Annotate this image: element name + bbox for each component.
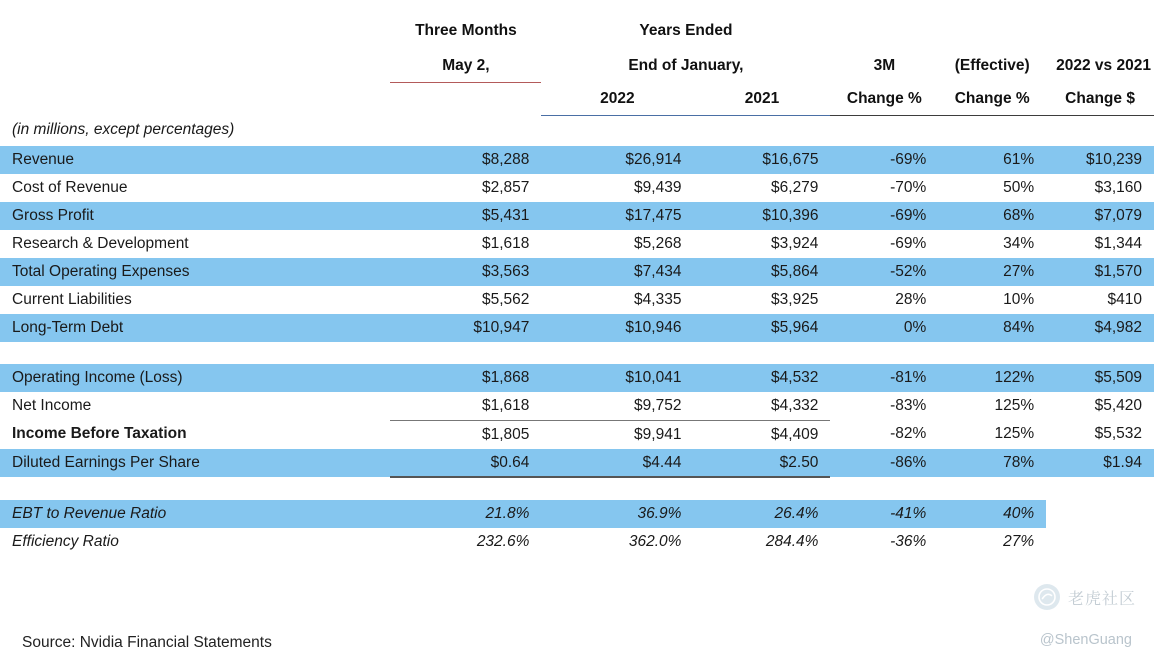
watermark-text: 老虎社区 <box>1067 590 1136 608</box>
row-value: $26,914 <box>541 146 693 174</box>
table-row <box>0 449 1154 478</box>
row-value: $5,420 <box>1094 396 1142 414</box>
header-spacer-4 <box>1046 0 1154 50</box>
row-value: $3,925 <box>771 290 819 308</box>
row-label: EBT to Revenue Ratio <box>0 500 390 528</box>
row-value: 284.4% <box>765 532 819 550</box>
row-value: 125% <box>994 396 1035 414</box>
table-row <box>0 230 1154 258</box>
row-value: -81% <box>830 364 938 392</box>
header-three-months-date: May 2, <box>390 50 541 83</box>
row-value: 122% <box>938 364 1046 392</box>
spacer-row <box>0 477 1154 500</box>
header-compare-top: 2022 vs 2021 <box>1056 57 1151 75</box>
row-value: $5,562 <box>481 290 530 308</box>
table-row <box>0 314 1154 342</box>
table-row <box>0 258 1154 286</box>
row-value <box>1046 528 1154 556</box>
row-label: Operating Income (Loss) <box>0 364 390 392</box>
table-row <box>0 420 1154 449</box>
row-label: Total Operating Expenses <box>0 258 390 286</box>
header-year-2021: 2021 <box>693 83 830 116</box>
table-row <box>0 364 1154 392</box>
row-value: $10,396 <box>693 202 830 230</box>
row-value: $16,675 <box>693 146 830 174</box>
row-value: $1,618 <box>481 234 530 252</box>
table-row <box>0 286 1154 314</box>
row-label: Gross Profit <box>0 202 390 230</box>
row-label: Diluted Earnings Per Share <box>0 449 390 478</box>
row-value: 61% <box>938 146 1046 174</box>
row-value: $4,335 <box>634 290 682 308</box>
row-value: $2,857 <box>481 178 530 196</box>
spacer-cell <box>0 342 1154 364</box>
row-value: $1,805 <box>481 425 530 443</box>
row-value: 362.0% <box>628 532 682 550</box>
row-value: $4,332 <box>693 392 830 421</box>
row-value: 78% <box>938 449 1046 478</box>
row-value: 28% <box>895 290 927 308</box>
row-value: $3,563 <box>390 258 541 286</box>
row-value: 125% <box>994 425 1035 443</box>
header-spacer-3 <box>938 0 1046 50</box>
row-value: -70% <box>890 178 927 196</box>
row-value: -69% <box>830 202 938 230</box>
header-spacer-2 <box>830 0 938 50</box>
header-change-dollar: Change $ <box>1046 83 1154 116</box>
row-label: Efficiency Ratio <box>12 532 119 550</box>
row-value: $9,752 <box>541 392 693 421</box>
row-value: $5,431 <box>390 202 541 230</box>
units-note: (in millions, except percentages) <box>12 121 235 139</box>
row-value: $2.50 <box>693 449 830 478</box>
watermark <box>1034 584 1136 610</box>
row-value: 21.8% <box>390 500 541 528</box>
row-value: $5,268 <box>634 234 682 252</box>
row-value: 84% <box>938 314 1046 342</box>
header-row-3 <box>0 83 1154 116</box>
header-effective-top: (Effective) <box>954 57 1030 75</box>
row-value: -69% <box>890 234 927 252</box>
table-row <box>0 174 1154 202</box>
table-row <box>0 202 1154 230</box>
row-value: $4,409 <box>771 425 819 443</box>
row-value: $1,618 <box>390 392 541 421</box>
row-value: 26.4% <box>693 500 830 528</box>
watermark-handle: @ShenGuang <box>1039 632 1132 648</box>
row-label: Research & Development <box>12 234 189 252</box>
table-row <box>0 146 1154 174</box>
row-label: Current Liabilities <box>12 290 132 308</box>
row-value: -82% <box>890 425 927 443</box>
row-value: 10% <box>1003 290 1035 308</box>
row-label: Income Before Taxation <box>12 425 187 443</box>
row-value: 36.9% <box>541 500 693 528</box>
header-three-months: Three Months <box>415 22 517 39</box>
row-value: -36% <box>890 532 927 550</box>
spacer-cell <box>0 477 1154 500</box>
units-note-row <box>0 115 1154 146</box>
row-value: 27% <box>1003 532 1035 550</box>
header-3m-change-pct: Change % <box>830 83 938 116</box>
row-value <box>1046 500 1154 528</box>
row-value: -86% <box>830 449 938 478</box>
table-row <box>0 528 1154 556</box>
row-value: 50% <box>1003 178 1035 196</box>
header-spacer-5 <box>0 50 390 83</box>
row-value: $9,439 <box>634 178 682 196</box>
row-value: $5,864 <box>693 258 830 286</box>
row-label: Net Income <box>12 396 92 414</box>
row-value: 68% <box>938 202 1046 230</box>
row-value: $1,868 <box>390 364 541 392</box>
table-row <box>0 392 1154 421</box>
tiger-logo-icon <box>1034 584 1060 610</box>
row-value: $5,532 <box>1094 425 1142 443</box>
spacer-row <box>0 342 1154 364</box>
row-value: 232.6% <box>476 532 530 550</box>
row-value: $3,160 <box>1094 178 1142 196</box>
row-value: $10,239 <box>1046 146 1154 174</box>
header-effective-change-pct: Change % <box>938 83 1046 116</box>
row-value: $4,532 <box>693 364 830 392</box>
row-value: $17,475 <box>541 202 693 230</box>
row-value: $1.94 <box>1046 449 1154 478</box>
row-label: Long-Term Debt <box>0 314 390 342</box>
row-value: 40% <box>938 500 1046 528</box>
row-value: $410 <box>1107 290 1142 308</box>
row-value: $10,947 <box>390 314 541 342</box>
row-value: $10,041 <box>541 364 693 392</box>
header-row-1 <box>0 0 1154 50</box>
row-value: $6,279 <box>771 178 819 196</box>
row-value: $8,288 <box>390 146 541 174</box>
row-value: $1,570 <box>1046 258 1154 286</box>
row-value: 0% <box>830 314 938 342</box>
source-note: Source: Nvidia Financial Statements <box>22 634 272 651</box>
header-3m-top: 3M <box>873 57 896 75</box>
row-value: $5,964 <box>693 314 830 342</box>
row-value: $7,434 <box>541 258 693 286</box>
units-note-spacer <box>390 115 1154 146</box>
row-value: $3,924 <box>771 234 819 252</box>
row-value: $4.44 <box>541 449 693 478</box>
row-value: $0.64 <box>390 449 541 478</box>
row-value: $4,982 <box>1046 314 1154 342</box>
row-value: $9,941 <box>634 425 682 443</box>
row-value: -41% <box>830 500 938 528</box>
header-years-ended-sub: End of January, <box>628 57 744 75</box>
row-label: Revenue <box>0 146 390 174</box>
row-value: 27% <box>938 258 1046 286</box>
row-value: -69% <box>830 146 938 174</box>
row-value: $5,509 <box>1046 364 1154 392</box>
row-value: $1,344 <box>1094 234 1142 252</box>
row-value: -52% <box>830 258 938 286</box>
row-value: $7,079 <box>1046 202 1154 230</box>
row-label: Cost of Revenue <box>12 178 128 196</box>
header-year-2022: 2022 <box>541 83 693 116</box>
row-value: 34% <box>1003 234 1035 252</box>
header-row-2 <box>0 50 1154 83</box>
header-spacer-6 <box>0 83 390 116</box>
table-row <box>0 500 1154 528</box>
header-spacer <box>0 0 390 50</box>
row-value: $10,946 <box>541 314 693 342</box>
header-years-ended: Years Ended <box>639 22 733 39</box>
header-spacer-7 <box>390 83 541 116</box>
row-value: -83% <box>890 396 927 414</box>
